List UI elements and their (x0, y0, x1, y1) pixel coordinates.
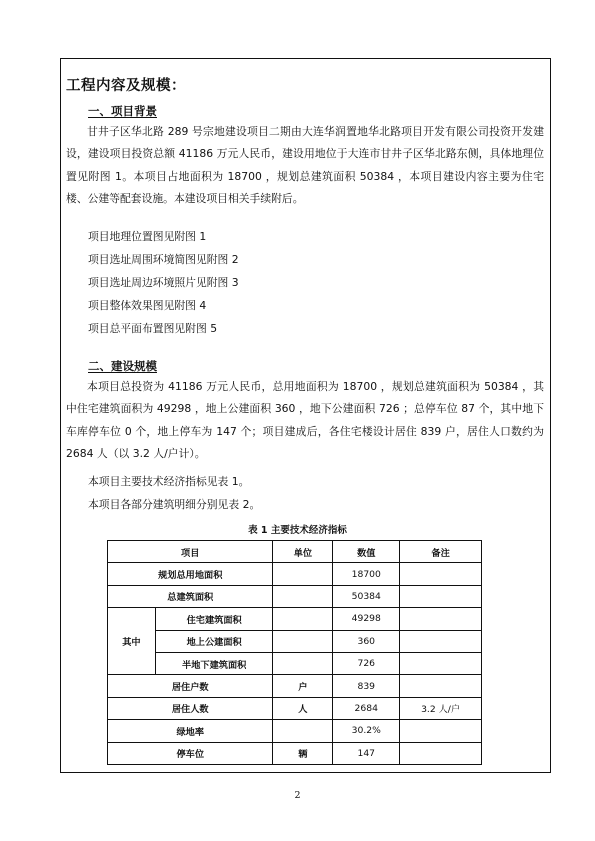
row-value: 18700 (333, 563, 400, 585)
row-unit: 户 (273, 675, 333, 697)
row-item: 绿地率 (108, 720, 273, 742)
group-label: 其中 (108, 608, 156, 675)
row-item: 总建筑面积 (108, 585, 273, 607)
row-unit: 辆 (273, 742, 333, 764)
table-row (108, 585, 482, 607)
row-unit (273, 563, 333, 585)
section-title-scale: 二、建设规模 (88, 359, 157, 373)
row-value: 50384 (333, 585, 400, 607)
row-item: 地上公建面积 (155, 630, 273, 652)
header-item: 项目 (108, 541, 273, 563)
row-item: 居住人数 (108, 697, 273, 719)
row-unit (273, 608, 333, 630)
header-note: 备注 (400, 541, 482, 563)
row-value: 726 (333, 652, 400, 674)
row-item: 停车位 (108, 742, 273, 764)
figure-reference: 项目地理位置图见附图 1 (88, 230, 207, 243)
economic-indicators-table (107, 540, 482, 765)
row-note (400, 608, 482, 630)
row-value: 2684 (333, 697, 400, 719)
table-row (108, 563, 482, 585)
header-unit: 单位 (273, 541, 333, 563)
row-note (400, 652, 482, 674)
row-unit: 人 (273, 697, 333, 719)
row-unit (273, 652, 333, 674)
row-note (400, 630, 482, 652)
table-row (108, 652, 482, 674)
table-row (108, 675, 482, 697)
row-value: 360 (333, 630, 400, 652)
row-item: 半地下建筑面积 (155, 652, 273, 674)
scale-paragraph: 本项目总投资为 41186 万元人民币，总用地面积为 18700 ，规划总建筑面积为 50384 ，其中住宅建筑面积为 49298 ，地上公建面积 360 ，地下公建面积 726 ；总停车位 87 个，其中地下车库停车位 0 个，地上停车为 147 个；项目建成后，各住宅楼设计居住 839 户，居住人口数约为 2684 人（以 3.2 人/户计）。 (66, 380, 544, 460)
table-row (108, 697, 482, 719)
page-number: 2 (294, 790, 301, 801)
figure-reference: 项目整体效果图见附图 4 (88, 299, 207, 312)
table-header-row (108, 541, 482, 563)
row-value: 147 (333, 742, 400, 764)
table-row (108, 608, 482, 630)
row-note (400, 563, 482, 585)
row-value: 49298 (333, 608, 400, 630)
row-unit (273, 585, 333, 607)
row-item: 规划总用地面积 (108, 563, 273, 585)
table-row (108, 720, 482, 742)
page-heading: 工程内容及规模： (66, 78, 186, 94)
row-value: 30.2% (333, 720, 400, 742)
table-caption: 表 1 主要技术经济指标 (248, 525, 347, 536)
row-item: 住宅建筑面积 (155, 608, 273, 630)
background-paragraph: 甘井子区华北路 289 号宗地建设项目二期由大连华润置地华北路项目开发有限公司投资开发建设，建设项目投资总额 41186 万元人民币，建设用地位于大连市甘井子区华北路东侧，具体地理位置见附图 1。本项目占地面积为 18700 ，规划总建筑面积 50384 ，本项目建设内容主要为住宅楼、公建等配套设施。本建设项目相关手续附后。 (66, 125, 544, 205)
row-note (400, 742, 482, 764)
figure-reference: 项目总平面布置图见附图 5 (88, 322, 218, 335)
row-unit (273, 630, 333, 652)
section-title-background: 一、项目背景 (88, 104, 157, 118)
row-unit (273, 720, 333, 742)
table-row (108, 630, 482, 652)
figure-reference: 项目选址周边环境照片见附图 3 (88, 276, 239, 289)
table-reference-line: 本项目各部分建筑明细分别见表 2。 (88, 498, 261, 511)
row-item: 居住户数 (108, 675, 273, 697)
row-note: 3.2 人/户 (400, 697, 482, 719)
table-reference-line: 本项目主要技术经济指标见表 1。 (88, 475, 250, 488)
table-row (108, 742, 482, 764)
row-note (400, 585, 482, 607)
row-note (400, 720, 482, 742)
figure-reference: 项目选址周围环境简图见附图 2 (88, 253, 239, 266)
header-value: 数值 (333, 541, 400, 563)
row-note (400, 675, 482, 697)
row-value: 839 (333, 675, 400, 697)
